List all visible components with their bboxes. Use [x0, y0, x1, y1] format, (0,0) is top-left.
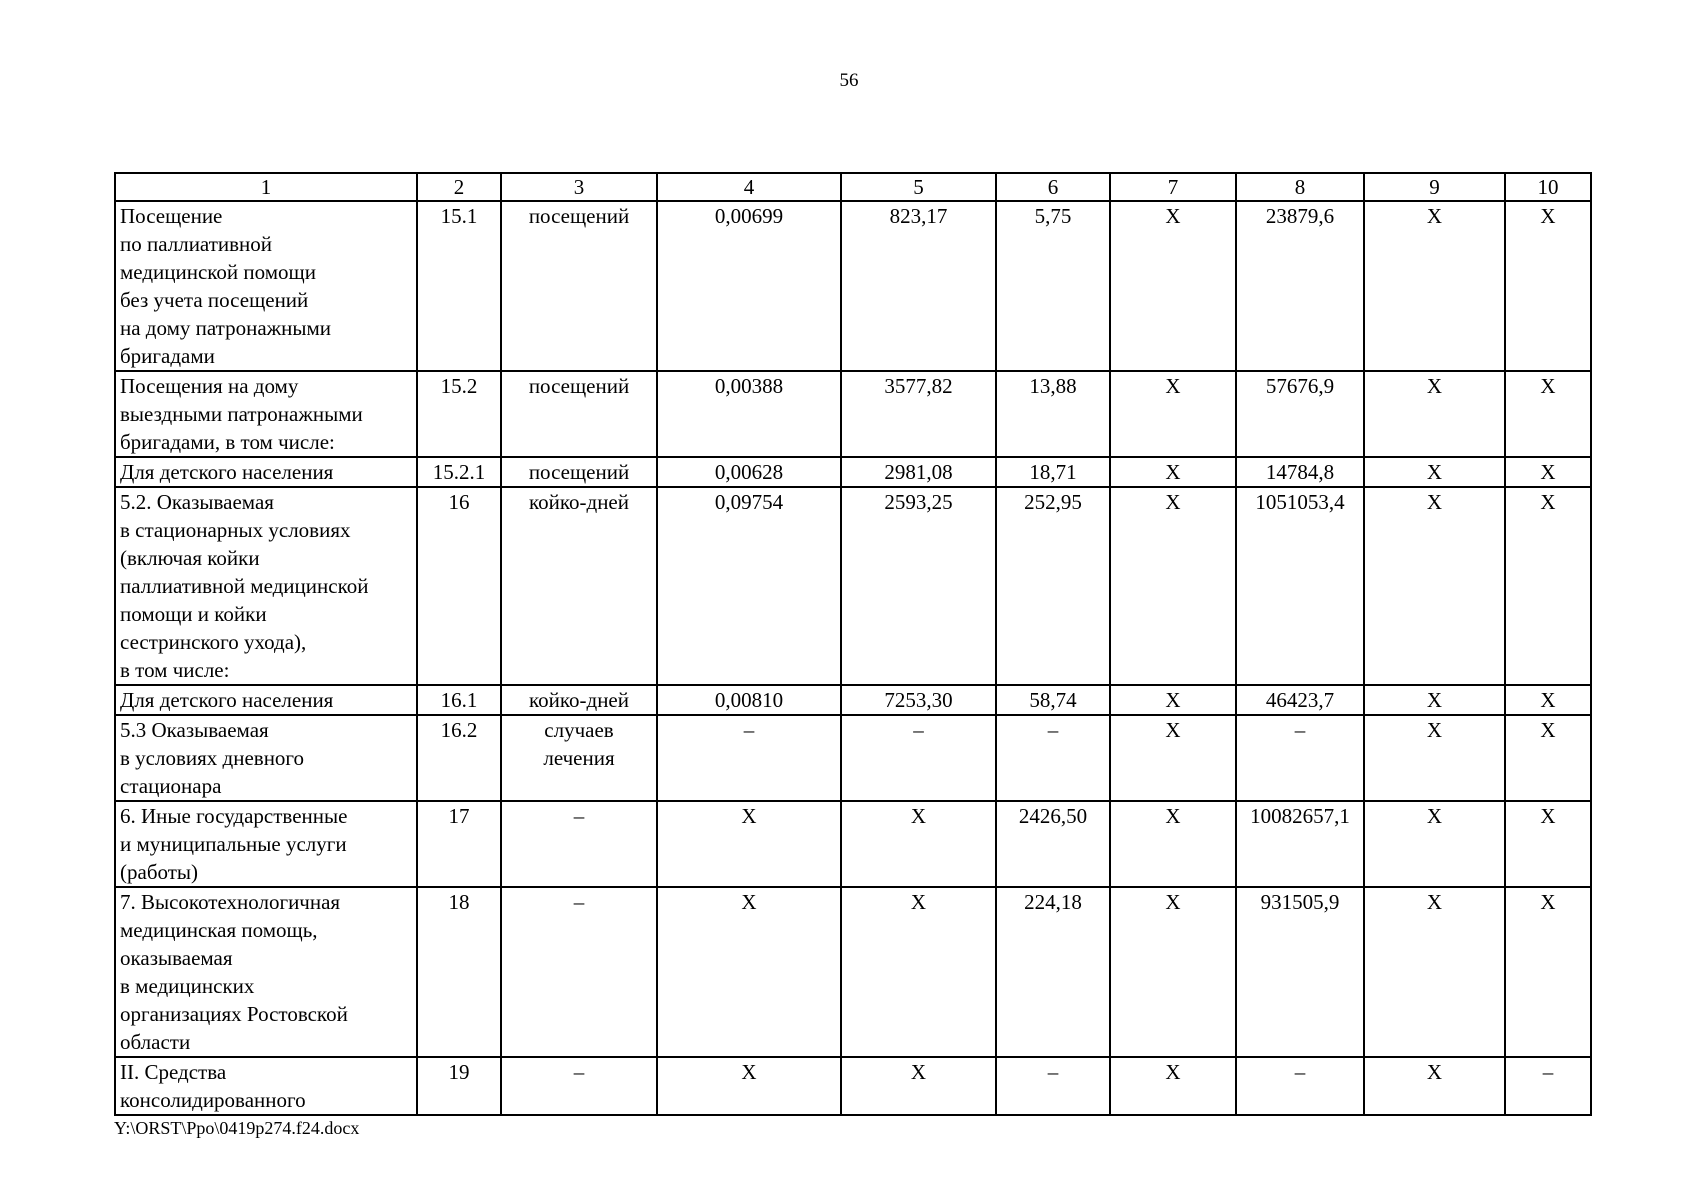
col10-cell: Х — [1505, 201, 1591, 371]
col6-cell: 13,88 — [996, 371, 1110, 457]
table-row — [115, 801, 1591, 887]
header-cell: 5 — [841, 173, 996, 201]
col6-cell: 252,95 — [996, 487, 1110, 685]
row-name-cell: Для детского населения — [115, 685, 417, 715]
row-code-cell: 15.1 — [417, 201, 501, 371]
col4-cell: 0,00628 — [657, 457, 841, 487]
header-cell: 10 — [1505, 173, 1591, 201]
col10-cell: Х — [1505, 457, 1591, 487]
row-name-cell: 6. Иные государственные и муниципальные услуги (работы) — [115, 801, 417, 887]
table-row — [115, 887, 1591, 1057]
row-code-cell: 16.1 — [417, 685, 501, 715]
row-code-cell: 15.2 — [417, 371, 501, 457]
col8-cell: 23879,6 — [1236, 201, 1364, 371]
col4-cell: 0,00388 — [657, 371, 841, 457]
unit-cell: случаев лечения — [501, 715, 657, 801]
col6-cell: – — [996, 1057, 1110, 1115]
row-name-cell: Посещение по паллиативной медицинской помощи без учета посещений на дому патронажными бригадами — [115, 201, 417, 371]
col6-cell: 5,75 — [996, 201, 1110, 371]
col4-cell: Х — [657, 887, 841, 1057]
col6-cell: 2426,50 — [996, 801, 1110, 887]
col5-cell: – — [841, 715, 996, 801]
unit-cell: койко-дней — [501, 487, 657, 685]
data-table — [114, 172, 1592, 1116]
col5-cell: 7253,30 — [841, 685, 996, 715]
row-code-cell: 17 — [417, 801, 501, 887]
unit-cell: койко-дней — [501, 685, 657, 715]
row-code-cell: 16 — [417, 487, 501, 685]
col7-cell: Х — [1110, 371, 1236, 457]
table-row — [115, 371, 1591, 457]
col9-cell: Х — [1364, 201, 1505, 371]
col4-cell: Х — [657, 1057, 841, 1115]
header-cell: 7 — [1110, 173, 1236, 201]
row-name-cell: 7. Высокотехнологичная медицинская помощь, оказываемая в медицинских организациях Ростовской области — [115, 887, 417, 1057]
unit-cell: – — [501, 801, 657, 887]
page-number: 56 — [839, 70, 859, 91]
col8-cell: 57676,9 — [1236, 371, 1364, 457]
col9-cell: Х — [1364, 801, 1505, 887]
unit-cell: – — [501, 887, 657, 1057]
col9-cell: Х — [1364, 715, 1505, 801]
row-name-cell: 5.2. Оказываемая в стационарных условиях (включая койки паллиативной медицинской помощи и койки сестринского ухода), в том числе: — [115, 487, 417, 685]
table-row — [115, 1057, 1591, 1115]
col10-cell: Х — [1505, 887, 1591, 1057]
col4-cell: 0,00699 — [657, 201, 841, 371]
col8-cell: 10082657,1 — [1236, 801, 1364, 887]
col7-cell: Х — [1110, 201, 1236, 371]
col4-cell: 0,00810 — [657, 685, 841, 715]
col9-cell: Х — [1364, 685, 1505, 715]
row-name-cell: Для детского населения — [115, 457, 417, 487]
col5-cell: 2593,25 — [841, 487, 996, 685]
col8-cell: 14784,8 — [1236, 457, 1364, 487]
col8-cell: 931505,9 — [1236, 887, 1364, 1057]
col4-cell: Х — [657, 801, 841, 887]
unit-cell: посещений — [501, 201, 657, 371]
unit-cell: посещений — [501, 371, 657, 457]
col6-cell: 58,74 — [996, 685, 1110, 715]
table-header-row — [115, 173, 1591, 201]
col6-cell: 18,71 — [996, 457, 1110, 487]
table-row — [115, 715, 1591, 801]
col8-cell: 1051053,4 — [1236, 487, 1364, 685]
col10-cell: – — [1505, 1057, 1591, 1115]
col8-cell: – — [1236, 715, 1364, 801]
col7-cell: Х — [1110, 801, 1236, 887]
col5-cell: 2981,08 — [841, 457, 996, 487]
col6-cell: 224,18 — [996, 887, 1110, 1057]
col9-cell: Х — [1364, 371, 1505, 457]
col6-cell: – — [996, 715, 1110, 801]
col7-cell: Х — [1110, 487, 1236, 685]
col5-cell: Х — [841, 801, 996, 887]
table-row — [115, 457, 1591, 487]
header-cell: 9 — [1364, 173, 1505, 201]
col7-cell: Х — [1110, 685, 1236, 715]
table-row — [115, 201, 1591, 371]
col10-cell: Х — [1505, 685, 1591, 715]
header-cell: 3 — [501, 173, 657, 201]
col7-cell: Х — [1110, 1057, 1236, 1115]
col9-cell: Х — [1364, 487, 1505, 685]
col8-cell: – — [1236, 1057, 1364, 1115]
row-code-cell: 15.2.1 — [417, 457, 501, 487]
row-name-cell: Посещения на дому выездными патронажными бригадами, в том числе: — [115, 371, 417, 457]
unit-cell: посещений — [501, 457, 657, 487]
header-cell: 4 — [657, 173, 841, 201]
header-cell: 8 — [1236, 173, 1364, 201]
header-cell: 1 — [115, 173, 417, 201]
col10-cell: Х — [1505, 801, 1591, 887]
col4-cell: – — [657, 715, 841, 801]
table-row — [115, 685, 1591, 715]
col7-cell: Х — [1110, 887, 1236, 1057]
col7-cell: Х — [1110, 457, 1236, 487]
col4-cell: 0,09754 — [657, 487, 841, 685]
col10-cell: Х — [1505, 371, 1591, 457]
col8-cell: 46423,7 — [1236, 685, 1364, 715]
col5-cell: Х — [841, 887, 996, 1057]
row-name-cell: II. Средства консолидированного — [115, 1057, 417, 1115]
header-cell: 6 — [996, 173, 1110, 201]
row-name-cell: 5.3 Оказываемая в условиях дневного стационара — [115, 715, 417, 801]
col10-cell: Х — [1505, 487, 1591, 685]
col5-cell: Х — [841, 1057, 996, 1115]
col9-cell: Х — [1364, 887, 1505, 1057]
col5-cell: 3577,82 — [841, 371, 996, 457]
footer-file-path: Y:\ORST\Ppo\0419p274.f24.docx — [114, 1118, 360, 1138]
header-cell: 2 — [417, 173, 501, 201]
col9-cell: Х — [1364, 457, 1505, 487]
col10-cell: Х — [1505, 715, 1591, 801]
row-code-cell: 19 — [417, 1057, 501, 1115]
table-row — [115, 487, 1591, 685]
unit-cell: – — [501, 1057, 657, 1115]
col7-cell: Х — [1110, 715, 1236, 801]
row-code-cell: 16.2 — [417, 715, 501, 801]
col5-cell: 823,17 — [841, 201, 996, 371]
col9-cell: Х — [1364, 1057, 1505, 1115]
row-code-cell: 18 — [417, 887, 501, 1057]
